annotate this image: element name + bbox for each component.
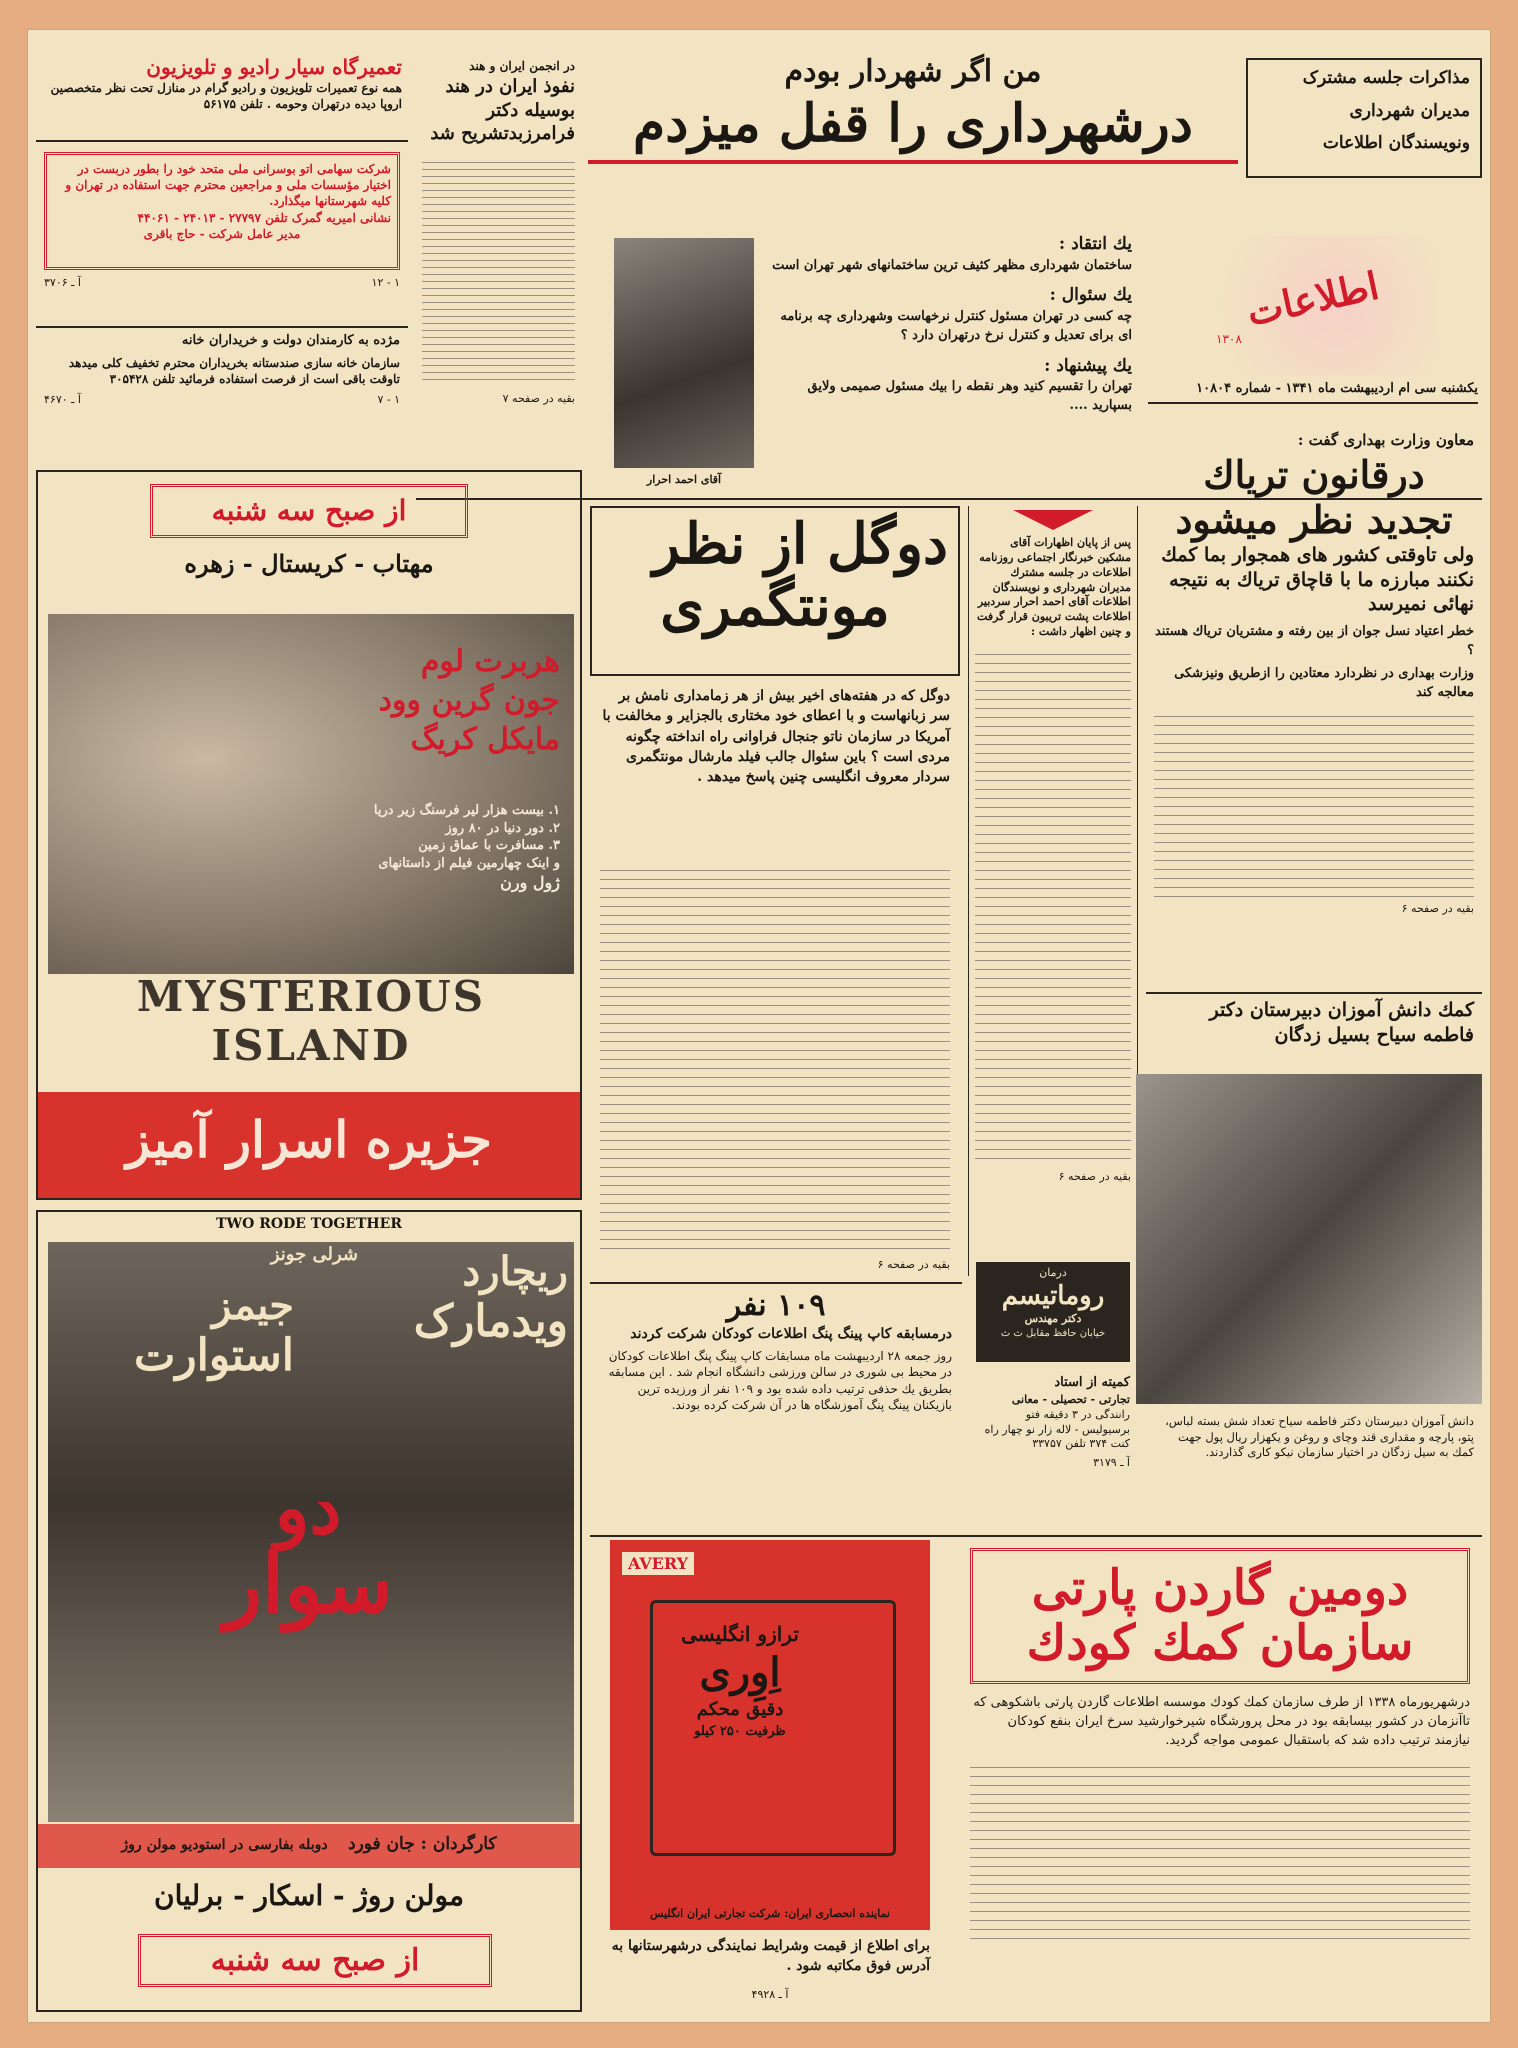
cinema2-title2: سوار [223,1537,393,1631]
meeting-title-box [1246,58,1482,178]
clinic-ad [976,1262,1130,1362]
criticism-column [758,230,1138,500]
bus-ad-contact: نشانی امیریه گمرک تلفن ۲۷۷۹۷ - ۲۴۰۱۳ - ۴۴۰۶۱ [137,210,391,225]
housing-ad-code-right: ۱ - ۷ [377,393,400,407]
cinema1-promo3: ۳. مسافرت با عماق زمین [418,838,560,854]
opium-kicker: معاون وزارت بهداری گفت : [1297,431,1474,449]
cinema-ad-mysterious-island [36,470,582,1200]
cinema1-promo [330,802,560,932]
cinema2-director: کارگردان : جان فورد [347,1834,497,1854]
masthead-logo-art [1186,236,1436,376]
photo-ahmad-ahrar [614,238,754,468]
cinema2-actor2a: شرلی جونز [270,1244,358,1265]
bus-ad [36,146,408,316]
main-headline [588,52,1238,202]
tutor-ad-title: کمیته از استاد [1054,1375,1130,1390]
scale-ad-text-group [670,1620,810,1820]
repair-ad [36,50,408,142]
housing-ad-text: سازمان خانه سازی صندستانه بخریداران محترم تخفیف کلی میدهد تاوقت باقی است از فرصت استفاده فرمائید تلفن ۳۰۵۴۲۸ [68,355,400,387]
clinic-ad-label: درمان [1039,1266,1067,1279]
students-title2: فاطمه سیاح بسیل زدگان [1274,1023,1474,1046]
garden-party-body [970,1759,1470,1939]
tutor-ad [968,1370,1138,1530]
clinic-ad-doctor: دکتر مهندس [1024,1312,1082,1326]
photo-ahmad-ahrar-caption: آقای احمد احرار [646,473,722,486]
students-article [1146,992,1482,1072]
masthead [1146,230,1482,420]
cinema2-actor3 [54,1282,294,1412]
garden-party-article [958,1540,1482,2012]
criticism-label2: یك سئوال : [1049,285,1132,306]
cinema2-from-day-box [138,1934,492,1987]
ping-pong-text: روز جمعه ۲۸ اردیبهشت ماه مسابقات کاپ پینگ پنگ اطلاعات کودکان در محیط بی شوری در سالن ورزشی دانشگاه انجام شد . این مسابقه بطریق یك حذفی ترتیب داده شده بود و ۱۰۹ نفر از ورزیده ترین بازیکنان پینگ پنگ آموزشگاه ها در آن شرکت کرده بودند. [608,1349,952,1412]
tutor-ad-text: رانندگی در ۳ دقیقه فتو برسیولیس - لاله زار نو چهار راه کنت ۳۷۴ تلفن ۳۳۷۵۷ [984,1407,1130,1451]
degaulle-body [590,858,960,1276]
newspaper-page [28,30,1490,2022]
criticism-text3: تهران را تقسیم کنید وهر نقطه را بیك مسئول صمیمی ولایق بسپارید .... [807,379,1132,414]
criticism-label3: یك پیشنهاد : [1044,355,1132,376]
criticism-text2: چه کسی در تهران مسئول کنترل نرخهاست وشهرداری چه برنامه ای برای تعدیل و کنترل نرخ درتهران دارد ؟ [780,309,1132,343]
cinema2-actor2 [238,1242,358,1282]
clinic-ad-title: روماتیسم [1001,1280,1105,1311]
degaulle-lede: دوگل که در هفته‌های اخیر بیش از هر زمامداری نامش بر سر زبانهاست و با اعطای خود مختاری بالجزایر و مخالفت با آمریکا در سازمان ناتو جنجال فراوانی راه انداخته چگونه مردی است ؟ باین سئوال جالب فیلد مارشال مونتگمری سردار معروف انگلیسی چنین پاسخ میدهد . [602,688,950,786]
garden-party-title1: دومین گاردن پارتی [1031,1560,1409,1616]
cinema1-theaters: مهتاب - کریستال - زهره [184,549,434,579]
scale-ad-line3: دقیق محکم [696,1699,784,1720]
opium-bullet2: وزارت بهداری در نظردارد معتادین را ازطریق ونیزشکی معالجه کند [1174,665,1474,700]
tutor-ad-subjects: تجارتی - تحصیلی - معانی [1011,1392,1130,1406]
meeting-title-line1: مذاکرات جلسه مشترک [1302,68,1470,88]
meeting-text: پس از پایان اظهارات آقای مشکین خبرنگار اجتماعی روزنامه اطلاعات در جلسه مشترك مدیران شهرداری و نویسندگان اطلاعات آقای احمد احرار سردبیر اطلاعات پشت تریبون قرار گرفت و چنین اظهار داشت : [977,536,1131,639]
cinema1-cast2: جون گرین وود [378,683,560,718]
masthead-dateline: یکشنبه سی ام اردیبهشت ماه ۱۳۴۱ - شماره ۱۰۸۰۴ [1148,380,1478,404]
meeting-body [975,646,1131,1166]
scale-ad-code: آ ـ ۴۹۲۸ [751,1988,789,2001]
meeting-column [968,506,1138,1276]
cinema1-promo2: ۲. دور دنیا در ۸۰ روز [445,820,560,836]
scale-ad-capacity: ظرفیت ۲۵۰ کیلو [694,1724,786,1740]
scale-ad-caption: برای اطلاع از قیمت وشرایط نمایندگی درشهرستانها به آدرس فوق مکاتبه شود . [611,1938,930,1975]
meeting-arrow [1013,510,1093,530]
cinema2-title1: دو [274,1465,342,1550]
scale-ad-line2: اِوِری [699,1649,781,1696]
cinema2-from-day: از صبح سه شنبه [210,1943,420,1978]
garden-party-text: درشهریورماه ۱۳۳۸ از طرف سازمان کمك کودك موسسه اطلاعات گاردن پارتی باشکوهی که تاآنزمان در کشور بیسابقه بود در محل پرورشگاه شیرخوارشید سرخ ایران بنفع کودکان نیازمند ترتیب داده شد که باستقبال عمومی مواجه گردید. [973,1695,1470,1749]
iran-india-title2: نفوذ ایران در هند [445,76,575,98]
cinema2-english-title: TWO RODE TOGETHER [216,1216,402,1232]
iran-india-continued: بقیه در صفحه ۷ [502,391,575,405]
cinema1-author: ژول ورن [500,873,560,893]
cinema-ad-two-rode-together [36,1210,582,2012]
ping-pong-article [590,1282,962,1532]
cinema2-credits-bar [38,1824,580,1868]
scale-ad-panel [610,1540,930,1930]
cinema2-title [208,1465,408,1672]
iran-india-article [416,54,581,459]
bus-ad-code-right: ۱ - ۱۲ [371,276,400,289]
headline-main: درشهرداری را قفل میزدم [588,91,1238,164]
masthead-logo: اطلاعات [1242,262,1383,335]
criticism-text1: ساختمان شهرداری مظهر کثیف ترین ساختمانهای شهر تهران است [772,257,1132,273]
tutor-ad-code: آ ـ ۳۱۷۹ [1093,1456,1130,1470]
ping-pong-title: ۱۰۹ نفر [726,1288,826,1323]
headline-kicker: من اگر شهردار بودم [784,54,1042,89]
cinema1-promo4: و اینک چهارمین فیلم از داستانهای [378,855,560,871]
clinic-ad-address: خیابان حافظ مقابل ث ث [1000,1327,1106,1339]
bus-ad-text: شرکت سهامی اتو بوسرانی ملی متحد خود را بطور دربست در اختیار مؤسسات ملی و مراجعین محترم جهت استفاده در تهران و کلیه شهرستانها میگذارد. [65,162,391,209]
repair-ad-title: تعمیرگاه سیار رادیو و تلویزیون [146,55,402,79]
iran-india-title3: بوسیله دکتر [486,99,575,121]
students-photo [1136,1074,1482,1404]
cinema2-theaters: مولن روژ - اسکار - برلیان [154,1879,464,1912]
iran-india-body [422,156,575,386]
degaulle-body-text [600,862,950,1252]
cinema2-dub: دوبله بفارسی در استودیو مولن روژ [121,1837,328,1853]
housing-ad [36,326,408,461]
opium-title1: درقانون تریاك [1203,451,1425,497]
housing-ad-code-left: آ ـ ۴۶۷۰ [44,393,81,407]
scale-ad-brand: AVERY [622,1552,694,1575]
cinema1-persian-title: جزیره اسرار آمیز [126,1110,492,1169]
garden-party-title2: سازمان کمك کودك [1026,1615,1414,1672]
meeting-continued: بقیه در صفحه ۶ [1058,1169,1131,1183]
cinema1-promo1: ۱. بیست هزار لیر فرسنگ زیر دریا [373,803,560,818]
iran-india-title1: در انجمن ایران و هند [469,59,575,73]
scale-ad-footer: نماینده انحصاری ایران: شرکت تجارتی ایران انگلیس [650,1907,890,1921]
rule-above-bottom [590,1535,1482,1537]
cinema1-from-day: از صبح سه شنبه [211,494,407,527]
repair-ad-text: همه نوع تعمیرات تلویزیون و رادیو گرام در منازل تحت نظر متخصصین اروپا دیده درتهران وحومه . تلفن ۵۶۱۷۵ [50,81,402,112]
cinema2-actor1b: ویدمارک [413,1296,568,1347]
opium-deck: ولی تاوقتی کشور های همجوار بما کمك نکنند مبارزه ما با قاچاق تریاك به نتیجه نهائی نمیرسد [1161,543,1474,616]
opium-bullet1: خطر اعتیاد نسل جوان از بین رفته و مشتریان تریاك هستند ؟ [1154,624,1474,658]
degaulle-title-box [590,506,960,676]
cinema1-english-title: MYSTERIOUS ISLAND [136,972,486,1070]
masthead-year: ۱۳۰۸ [1216,332,1242,346]
degaulle-title1: دوگل از نظر [652,511,948,577]
scale-ad [590,1540,950,2012]
cinema2-actor1a: ریچارد [462,1248,568,1295]
ping-pong-deck: درمسابقه کاپ پینگ پنگ اطلاعات کودکان شرکت کردند [630,1326,952,1342]
cinema1-cast3: مایکل کریگ [410,722,560,757]
degaulle-continued: بقیه در صفحه ۶ [877,1258,950,1271]
bus-ad-manager: مدیر عامل شرکت - حاج باقری [143,226,301,241]
opium-body [1154,708,1474,898]
opium-article [1146,426,1482,986]
cinema2-actor3b: استوارت [134,1330,294,1381]
meeting-title-line2: مدیران شهرداری [1349,100,1470,121]
degaulle-title2: مونتگمری [660,572,890,639]
opium-title2: تجدید نظر میشود [1175,497,1453,543]
cinema1-cast [320,642,560,772]
students-caption: دانش آموزان دبیرستان دکتر فاطمه سیاح تعداد شش بسته لباس، پتو، پارچه و مقداری قند وچای و روغن و یکهزار ریال پول جهت کمك به سیل زدگان در اختیار سازمان نیکو کاری گذاردند. [1165,1414,1474,1460]
students-title1: کمك دانش آموزان دبیرستان دکتر [1209,999,1474,1021]
criticism-label1: یك انتقاد : [1058,234,1132,254]
iran-india-title4: فرامرزبدتشریح شد [430,123,575,145]
meeting-title-line3: ونویسندگان اطلاعات [1322,133,1470,154]
cinema1-from-day-box [150,484,468,538]
cinema1-cast1: هربرت لوم [420,644,560,679]
scale-ad-line1: ترازو انگلیسی [681,1622,799,1646]
cinema1-persian-title-bar [38,1092,580,1198]
bus-ad-code-left: آ ـ ۳۷۰۶ [44,276,81,289]
housing-ad-title: مژده به کارمندان دولت و خریداران خانه [181,333,400,348]
garden-party-title-box [970,1548,1470,1684]
opium-continued: بقیه در صفحه ۶ [1401,902,1474,916]
cinema2-actor3a: جیمز [212,1282,294,1329]
